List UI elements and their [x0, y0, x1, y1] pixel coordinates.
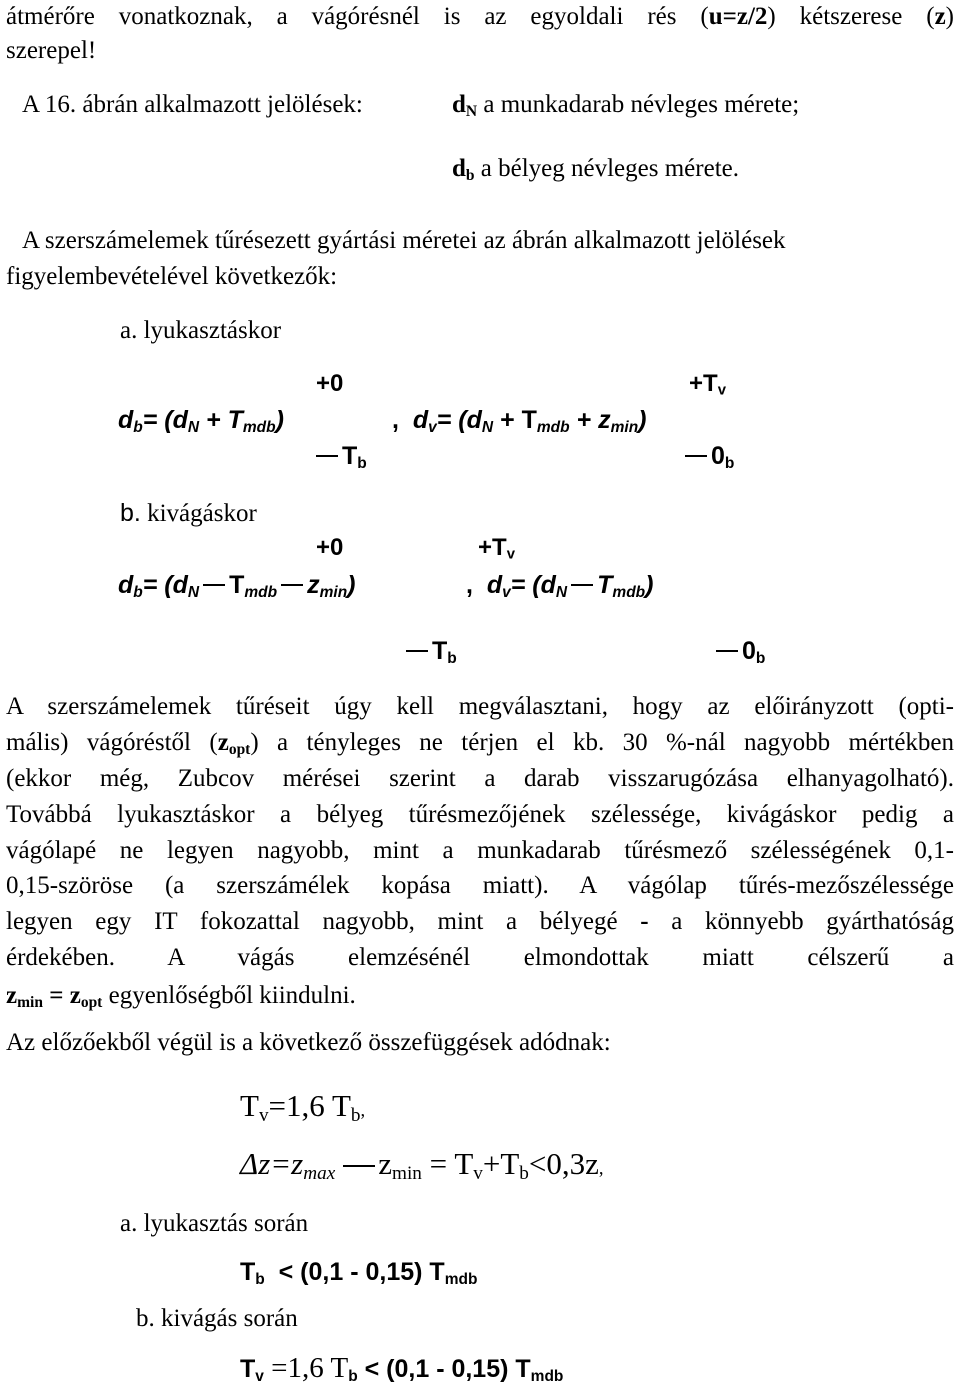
notation-dN: $d_N$ a munkadarab névleges mérete;: [452, 91, 800, 120]
formula-tb-limit: $T_b < (0,1 - 0,15)$ $T_{mdb}$: [240, 1258, 478, 1288]
paragraph-line-4: Továbbá lyukasztáskor a bélyeg tűrésmezőjének szélessége, kivágáskor pedig a: [6, 801, 954, 828]
case-a-lower-left: $T_b$: [316, 442, 367, 471]
paragraph-line-1: A szerszámelemek tűréseit úgy kell megválasztani, hogy az előirányzott (opti-: [6, 693, 954, 720]
case-b-upper-left: +0: [316, 534, 344, 561]
paragraph-line-8: érdekében. A vágás elemzésénél elmondottak miatt célszerű a: [6, 944, 954, 971]
paragraph-line-5: vágólapé ne legyen nagyobb, mint a munkadarab tűrésmező szélességének 0,1-: [6, 837, 954, 864]
case-b-lower-left: $T_b$: [406, 637, 457, 666]
formula-tv-limit: $T_v =1,6$ $T_b < (0,1 - 0,15)$ $T_{mdb}$: [240, 1352, 564, 1385]
paragraph-line-2: mális) vágóréstől $(z_{opt})$ a tényleges ne térjen el kb. 30 %-nál nagyobb mértékben: [6, 729, 955, 758]
notation-label: A 16. ábrán alkalmazott jelölések:: [22, 91, 363, 118]
intro-line-2: szerepel!: [6, 37, 97, 64]
intro-paragraph-line-2: figyelembevételével következők:: [6, 263, 338, 290]
conclusion-a-label: a. lyukasztás során: [120, 1210, 309, 1237]
formula-delta-z: $\Delta z=z_{max}$ $z_{min} = T_v+T_b<0,3z$,: [240, 1146, 604, 1184]
conclusion-b-label: b. kivágás során: [136, 1305, 298, 1332]
case-a-formula-dv: , $d_v= (d_N + T_{mdb} + z_{min})$: [392, 406, 647, 436]
case-a-upper-left: +0: [316, 370, 344, 397]
notation-db: $d_b$ a bélyeg névleges mérete.: [452, 155, 739, 184]
intro-paragraph-line-1: A szerszámelemek tűrésezett gyártási méretei az ábrán alkalmazott jelölések: [22, 227, 786, 254]
conclusion-intro: Az előzőekből végül is a következő összefüggések adódnak:: [6, 1029, 611, 1056]
case-b-lower-right: $0_b$: [716, 637, 765, 666]
case-b-formula-db: $d_b= (d_N$ $T_{mdb}$ $z_{min}$): [118, 571, 356, 601]
case-b-upper-right: $+T_v$: [478, 534, 515, 563]
paragraph-line-6: 0,15-szöröse (a szerszámélek kopása miatt). A vágólap tűrés-mezőszélessége: [6, 872, 954, 899]
paragraph-line-7: legyen egy IT fokozattal nagyobb, mint a bélyegé - a könnyebb gyárthatóság: [6, 908, 954, 935]
case-b-formula-dv: , $d_v= (d_N$ $T_{mdb}$): [466, 571, 654, 601]
case-a-formula-db: $d_b= (d_N + T_{mdb})$: [118, 406, 284, 436]
case-b-label: b. kivágáskor: [120, 499, 257, 527]
paragraph-line-3: (ekkor még, Zubcov mérései szerint a darab visszarugózása elhanyagolható).: [6, 765, 954, 792]
paragraph-line-9: $z_{min} = z_{opt}$ egyenlőségből kiindulni.: [6, 982, 356, 1011]
case-a-label: a. lyukasztáskor: [120, 317, 282, 344]
case-a-upper-right: $+T_v$: [689, 370, 726, 399]
formula-tv: $T_v=1,6$ $T_b$,: [240, 1088, 366, 1126]
intro-line-1: átmérőre vonatkoznak, a vágórésnél is az egyoldali rés (u=z/2) kétszerese (z): [6, 3, 954, 30]
case-a-lower-right: $0_b$: [685, 442, 734, 471]
